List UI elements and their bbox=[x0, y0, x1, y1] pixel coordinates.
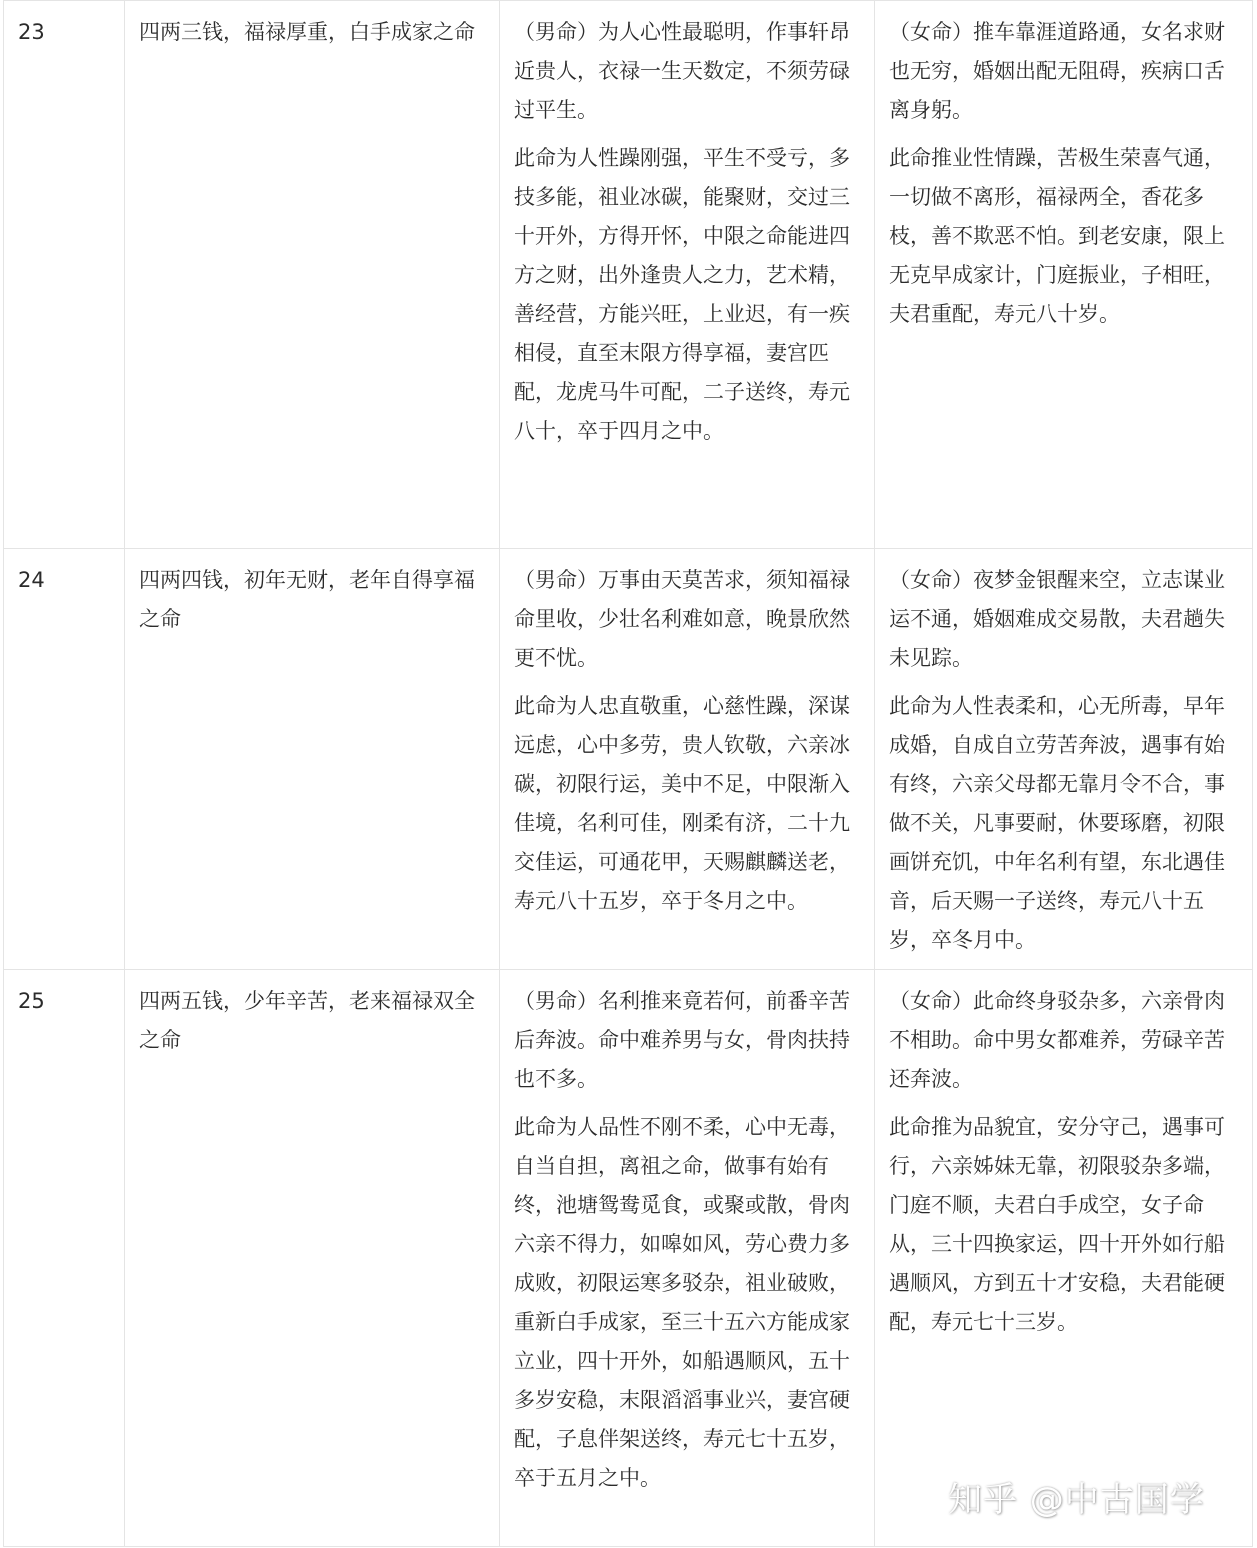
female-description: 此命推为品貌宜，安分守己，遇事可行，六亲姊妹无靠，初限驳杂多端，门庭不顺，夫君白手成空，女子命从，三十四换家运，四十开外如行船遇顺风，方到五十才安稳，夫君能硬配，寿元七十三岁。 bbox=[889, 1115, 1225, 1334]
zhihu-watermark: 知乎 @中古国学 bbox=[948, 1480, 1205, 1520]
female-description: 此命推业性情躁，苦极生荣喜气通，一切做不离形，福禄两全，香花多枝，善不欺恶不怕。到老安康，限上无克早成家计，门庭振业，子相旺，夫君重配，寿元八十岁。 bbox=[889, 146, 1225, 326]
row-number-cell bbox=[4, 970, 125, 1547]
weight-title: 四两三钱，福禄厚重，白手成家之命 bbox=[139, 20, 475, 44]
row-number: 25 bbox=[18, 989, 45, 1013]
weight-title: 四两五钱，少年辛苦，老来福禄双全之命 bbox=[139, 989, 475, 1052]
male-fate-cell bbox=[500, 1, 875, 549]
male-description: 此命为人品性不刚不柔，心中无毒，自当自担，离祖之命，做事有始有终，池塘鸳鸯觅食，或聚或散，骨肉六亲不得力，如嗥如风，劳心费力多成败，初限运寒多驳杂，祖业破败，重新白手成家，至三十五六方能成家立业，四十开外，如船遇顺风，五十多岁安稳，末限滔滔事业兴，妻宫硬配，子息伴架送终，寿元七十五岁，卒于五月之中。 bbox=[514, 1115, 850, 1490]
female-fate-cell bbox=[875, 970, 1253, 1547]
male-fate-cell bbox=[500, 549, 875, 970]
female-poem: （女命）此命终身驳杂多，六亲骨肉不相助。命中男女都难养，劳碌辛苦还奔波。 bbox=[889, 989, 1225, 1091]
male-description: 此命为人忠直敬重，心慈性躁，深谋远虑，心中多劳，贵人钦敬，六亲冰碳，初限行运，美中不足，中限渐入佳境，名利可佳，刚柔有济，二十九交佳运，可通花甲，天赐麒麟送老，寿元八十五岁，卒于冬月之中。 bbox=[514, 694, 850, 913]
weight-title-cell bbox=[125, 549, 500, 970]
male-poem: （男命）为人心性最聪明，作事轩昂近贵人，衣禄一生天数定，不须劳碌过平生。 bbox=[514, 20, 850, 122]
male-description: 此命为人性躁刚强，平生不受亏，多技多能，祖业冰碳，能聚财，交过三十开外，方得开怀，中限之命能进四方之财，出外逢贵人之力，艺术精，善经营，方能兴旺，上业迟，有一疾相侵，直至末限方得享福，妻宫匹配，龙虎马牛可配，二子送终，寿元八十，卒于四月之中。 bbox=[514, 146, 850, 443]
row-number-cell bbox=[4, 1, 125, 549]
weight-title-cell bbox=[125, 970, 500, 1547]
table-row bbox=[4, 970, 1253, 1547]
row-number: 24 bbox=[18, 568, 45, 592]
female-poem: （女命）推车靠涯道路通，女名求财也无穷，婚姻出配无阻碍，疾病口舌离身躬。 bbox=[889, 20, 1225, 122]
female-fate-cell bbox=[875, 1, 1253, 549]
table-row bbox=[4, 1, 1253, 549]
weight-title: 四两四钱，初年无财，老年自得享福之命 bbox=[139, 568, 475, 631]
male-fate-cell bbox=[500, 970, 875, 1547]
row-number-cell bbox=[4, 549, 125, 970]
weight-title-cell bbox=[125, 1, 500, 549]
female-fate-cell bbox=[875, 549, 1253, 970]
fortune-table bbox=[3, 0, 1253, 1547]
table-row bbox=[4, 549, 1253, 970]
female-description: 此命为人性表柔和，心无所毒，早年成婚，自成自立劳苦奔波，遇事有始有终，六亲父母都无靠月令不合，事做不关，凡事要耐，休要琢磨，初限画饼充饥，中年名利有望，东北遇佳音，后天赐一子送终，寿元八十五岁，卒冬月中。 bbox=[889, 694, 1225, 952]
male-poem: （男命）万事由天莫苦求，须知福禄命里收，少壮名利难如意，晚景欣然更不忧。 bbox=[514, 568, 850, 670]
male-poem: （男命）名利推来竟若何，前番辛苦后奔波。命中难养男与女，骨肉扶持也不多。 bbox=[514, 989, 850, 1091]
female-poem: （女命）夜梦金银醒来空，立志谋业运不通，婚姻难成交易散，夫君趟失未见踪。 bbox=[889, 568, 1225, 670]
row-number: 23 bbox=[18, 20, 45, 44]
